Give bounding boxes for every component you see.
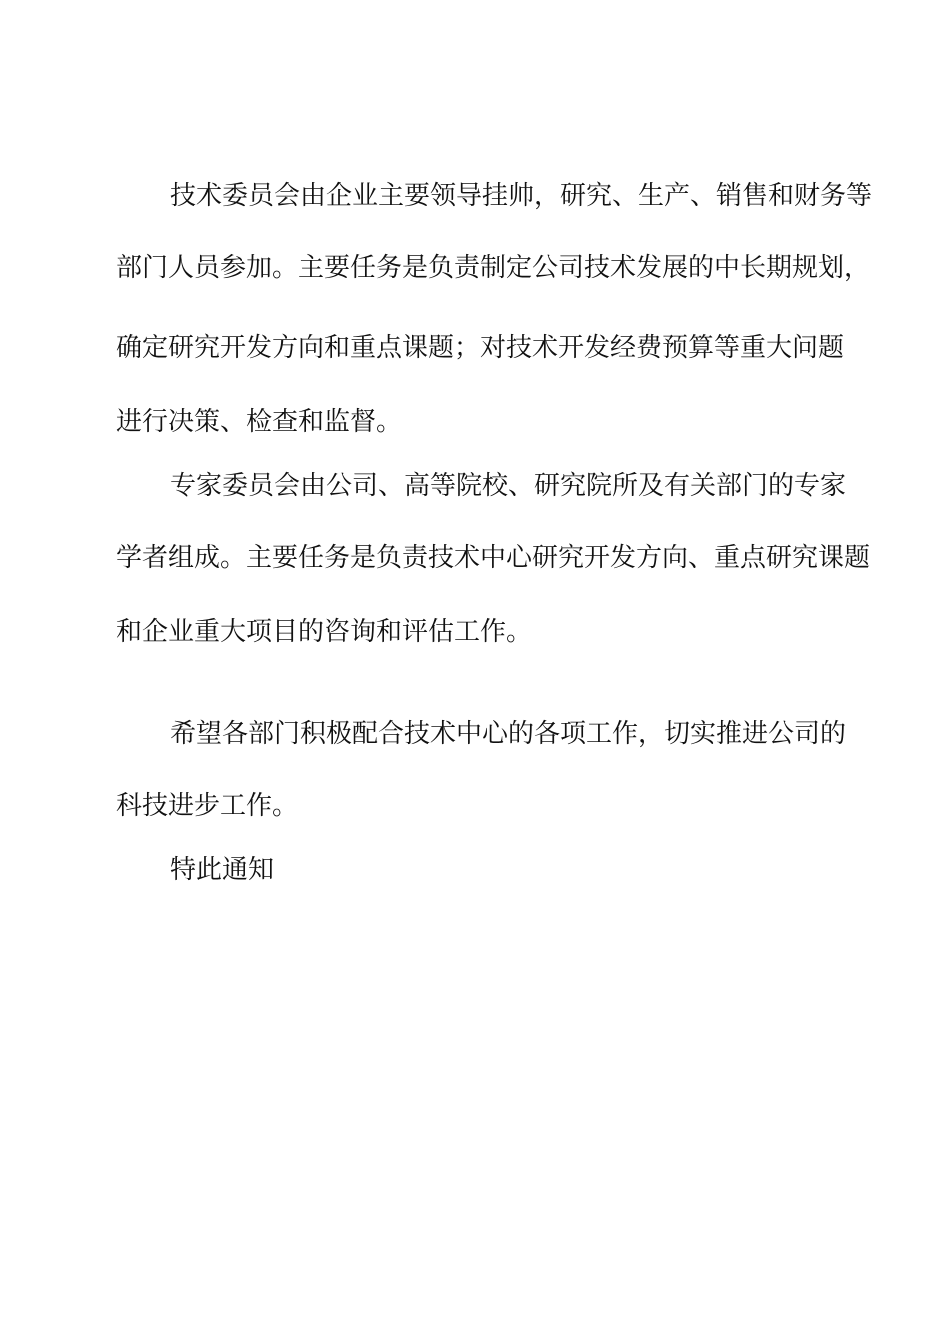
paragraph-line: 科技进步工作。: [116, 791, 299, 821]
paragraph-line: 技术委员会由企业主要领导挂帅，研究、生产、销售和财务等: [170, 181, 873, 211]
paragraph-line: 确定研究开发方向和重点课题；对技术开发经费预算等重大问题: [116, 333, 845, 363]
paragraph-line: 部门人员参加。主要任务是负责制定公司技术发展的中长期规划，: [116, 253, 871, 283]
paragraph-line: 进行决策、检查和监督。: [116, 407, 403, 437]
paragraph-line: 希望各部门积极配合技术中心的各项工作，切实推进公司的: [170, 719, 847, 749]
paragraph-line: 和企业重大项目的咨询和评估工作。: [116, 617, 533, 647]
paragraph-line: 学者组成。主要任务是负责技术中心研究开发方向、重点研究课题: [116, 543, 871, 573]
paragraph-line: 专家委员会由公司、高等院校、研究院所及有关部门的专家: [170, 471, 847, 501]
closing-text: 特此通知: [170, 855, 275, 885]
